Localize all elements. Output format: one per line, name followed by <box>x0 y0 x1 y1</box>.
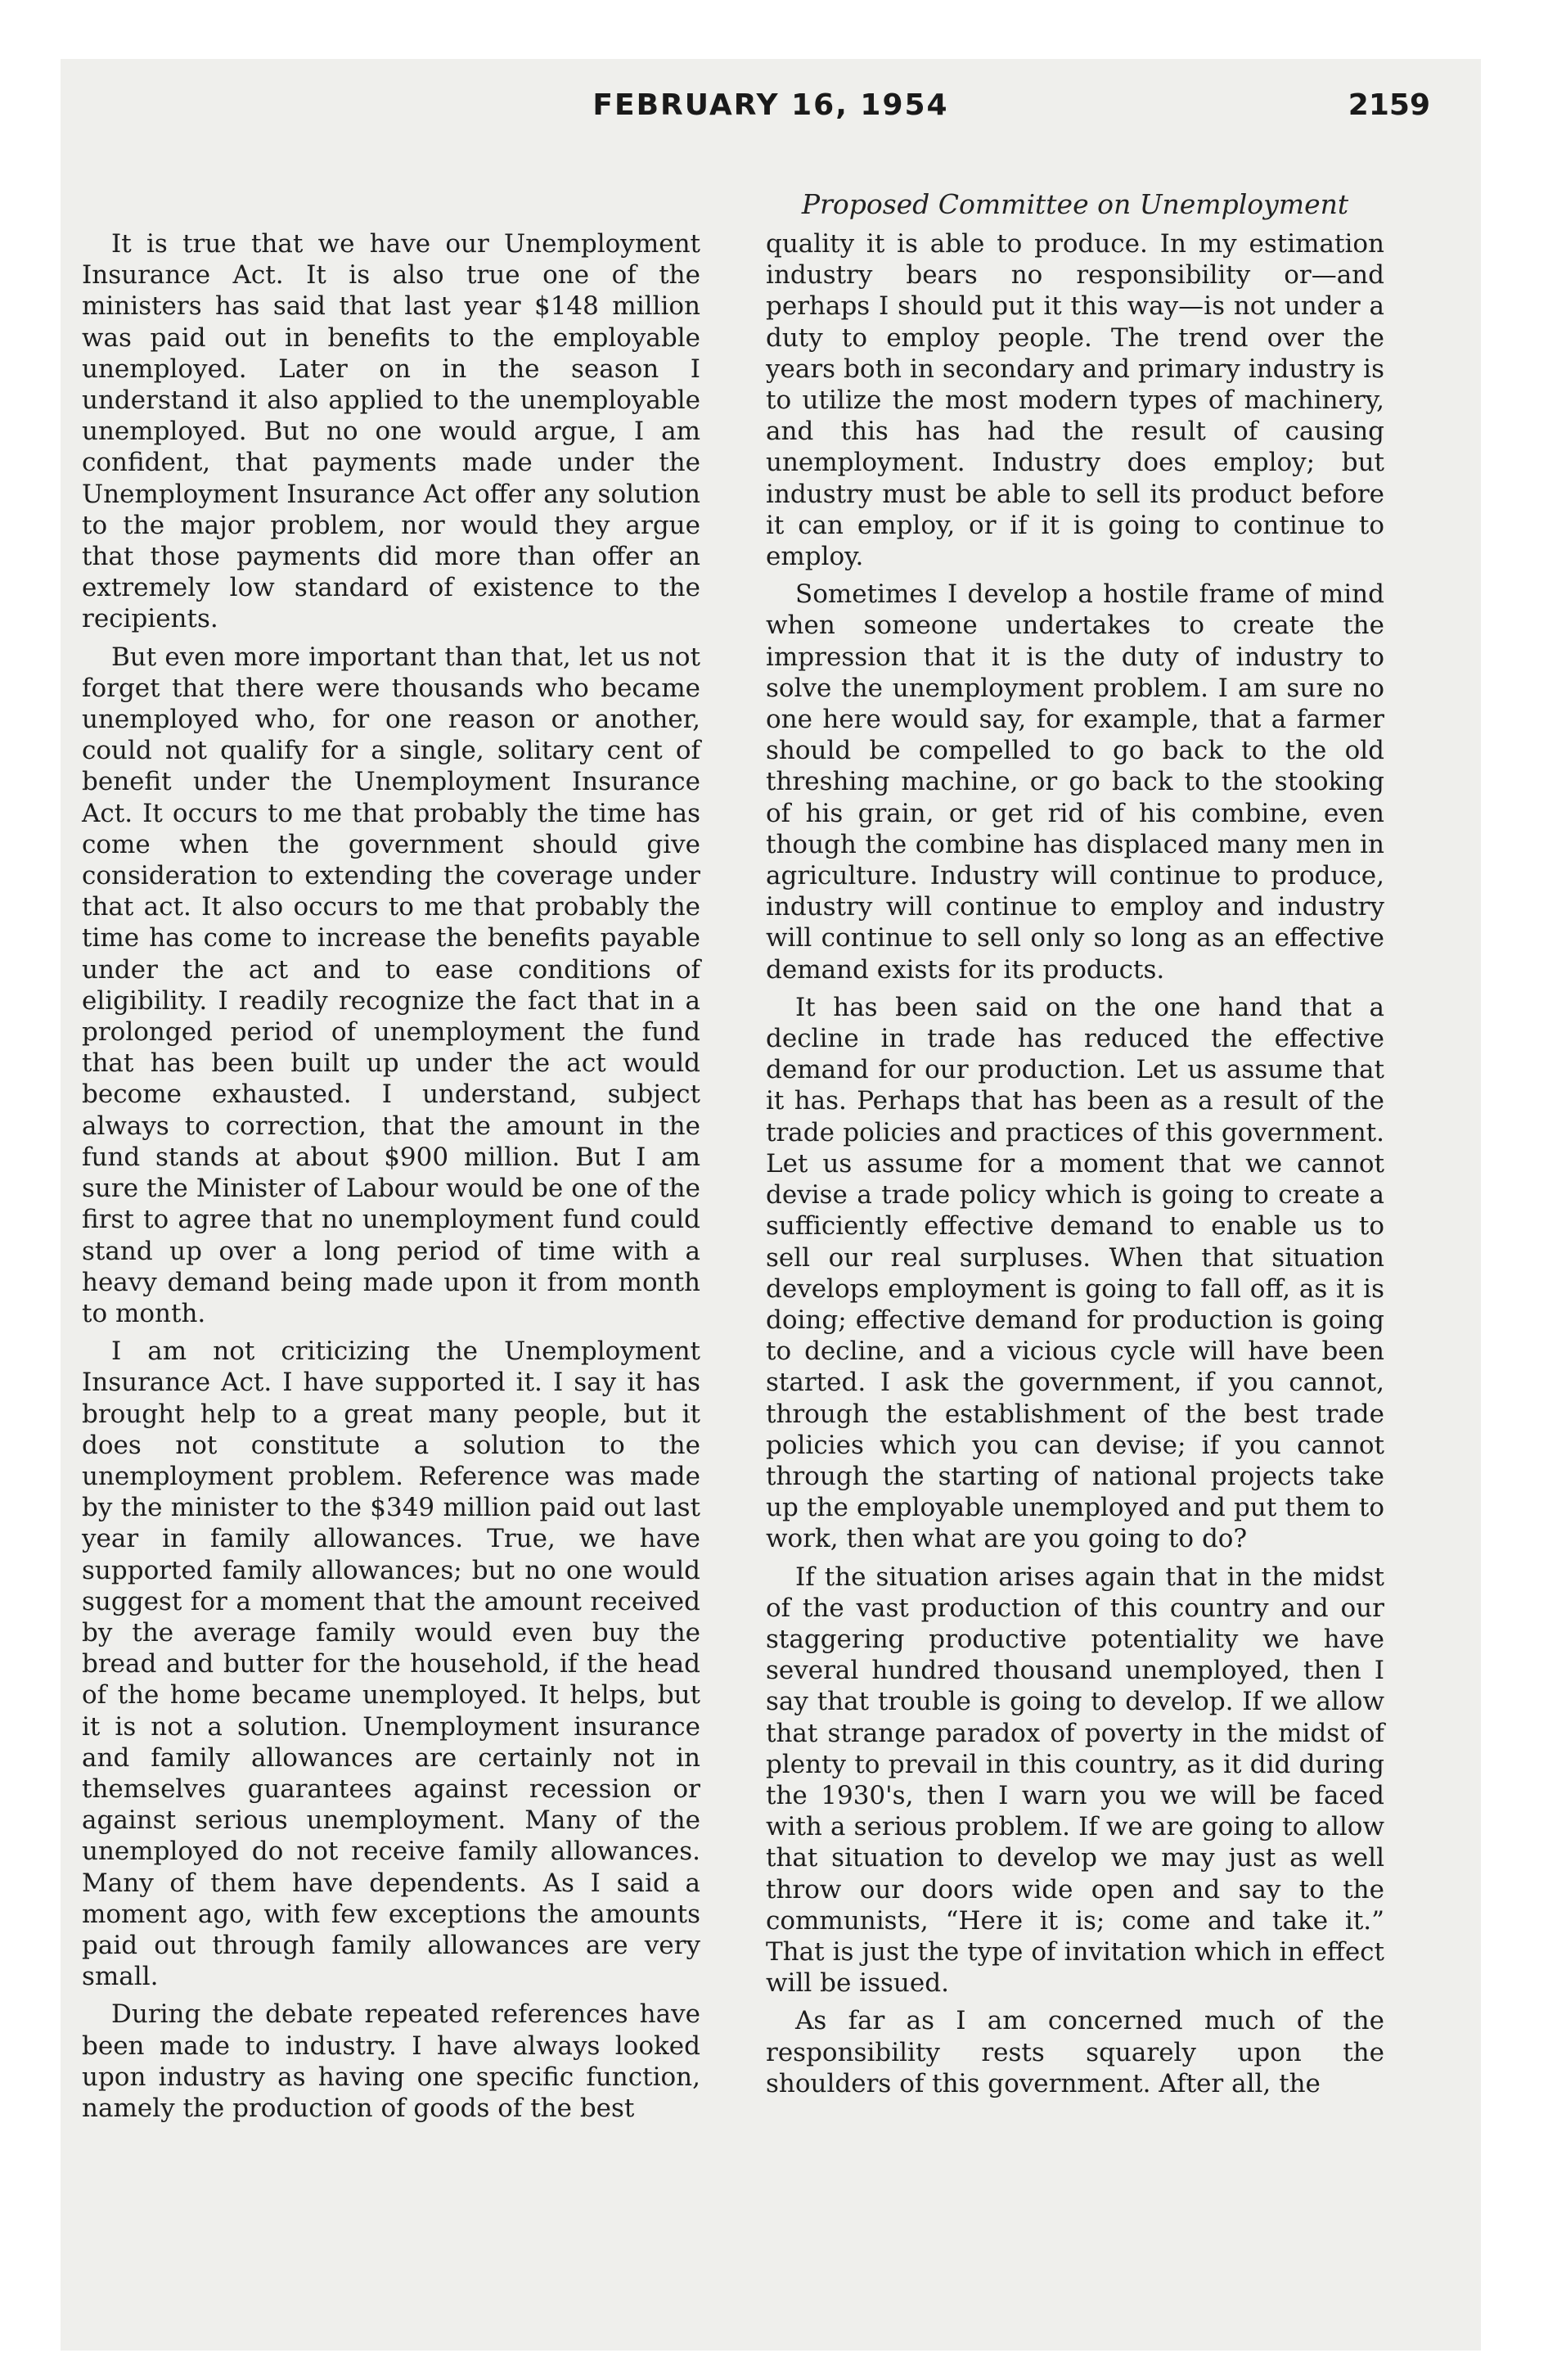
paragraph: If the situation arises again that in the midst of the vast production of this country and our staggering productive potentiality we have several hundred thousand unemployed, then I say that trouble is going to develop. If we allow that strange paradox of poverty in the midst of plenty to prevail in this country, as it did during the 1930's, then I warn you we will be faced with a serious problem. If we are going to allow that situation to develop we may just as well throw our doors wide open and say to the communists, “Here it is; come and take it.” That is just the type of invitation which in effect will be issued. <box>766 1562 1384 1999</box>
right-column <box>766 228 1384 2106</box>
page-date: FEBRUARY 16, 1954 <box>592 88 949 122</box>
paragraph: During the debate repeated references have been made to industry. I have always looked upon industry as having one specific function, namely the production of goods of the best <box>82 1999 700 2123</box>
section-subheading: Proposed Committee on Unemployment <box>801 188 1349 220</box>
paragraph: But even more important than that, let us not forget that there were thousands who became unemployed who, for one reason or another, could not qualify for a single, solitary cent of benefit under the Unemployment Insurance Act. It occurs to me that probably the time has come when the government should give consideration to extending the coverage under that act. It also occurs to me that probably the time has come to increase the benefits payable under the act and to ease conditions of eligibility. I readily recognize the fact that in a prolonged period of unemployment the fund that has been built up under the act would become exhausted. I understand, subject always to correction, that the amount in the fund stands at about $900 million. But I am sure the Minister of Labour would be one of the first to agree that no unemployment fund could stand up over a long period of time with a heavy demand being made upon it from month to month. <box>82 642 700 1328</box>
paragraph: I am not criticizing the Unemployment Insurance Act. I have supported it. I say it has brought help to a great many people, but it does not constitute a solution to the unemployment problem. Reference was made by the minister to the $349 million paid out last year in family allowances. True, we have supported family allowances; but no one would suggest for a moment that the amount received by the average family would even buy the bread and butter for the household, if the head of the home became unemployed. It helps, but it is not a solution. Unemployment insurance and family allowances are certainly not in themselves guarantees against recession or against serious unemployment. Many of the unemployed do not receive family allowances. Many of them have dependents. As I said a moment ago, with few exceptions the amounts paid out through family allowances are very small. <box>82 1336 700 1992</box>
page-header <box>61 88 1481 137</box>
paragraph: Sometimes I develop a hostile frame of mind when someone undertakes to create the impression that it is the duty of industry to solve the unemployment problem. I am sure no one here would say, for example, that a farmer should be compelled to go back to the old threshing machine, or go back to the stooking of his grain, or get rid of his combine, even though the combine has displaced many men in agriculture. Industry will continue to produce, industry will continue to employ and industry will continue to sell only so long as an effective demand exists for its products. <box>766 579 1384 985</box>
page-number: 2159 <box>1348 88 1430 122</box>
paragraph: As far as I am concerned much of the responsibility rests squarely upon the shoulders of this government. After all, the <box>766 2006 1384 2098</box>
paragraph-continued: quality it is able to produce. In my estimation industry bears no responsibility or—and perhaps I should put it this way—is not under a duty to employ people. The trend over the years both in secondary and primary industry is to utilize the most modern types of machinery, and this has had the result of causing unemployment. Industry does employ; but industry must be able to sell its product before it can employ, or if it is going to continue to employ. <box>766 229 1384 572</box>
paragraph: It has been said on the one hand that a decline in trade has reduced the effective demand for our production. Let us assume that it has. Perhaps that has been as a result of the trade policies and practices of this government. Let us assume for a moment that we cannot devise a trade policy which is going to create a sufficiently effective demand to enable us to sell our real surpluses. When that situation develops employment is going to fall off, as it is doing; effective demand for production is going to decline, and a vicious cycle will have been started. I ask the government, if you cannot, through the establishment of the best trade policies which you can devise; if you cannot through the starting of national projects take up the employable unemployed and put them to work, then what are you going to do? <box>766 992 1384 1554</box>
left-column <box>82 228 700 2130</box>
paragraph: It is true that we have our Unemployment Insurance Act. It is also true one of the ministers has said that last year $148 million was paid out in benefits to the employable unemployed. Later on in the season I understand it also applied to the unemployable unemployed. But no one would argue, I am confident, that payments made under the Unemployment Insurance Act offer any solution to the major problem, nor would they argue that those payments did more than offer an extremely low standard of existence to the recipients. <box>82 229 700 634</box>
